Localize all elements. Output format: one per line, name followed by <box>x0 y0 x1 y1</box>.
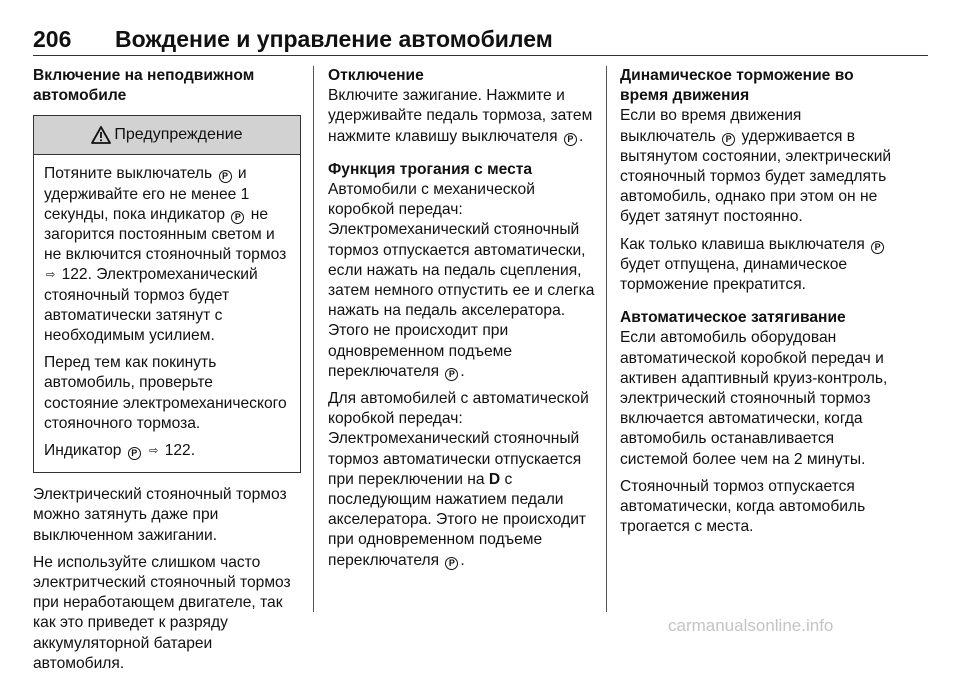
warning-triangle-icon <box>91 126 111 144</box>
warning-paragraph-3: Индикатор P ⇨ 122. <box>44 441 290 461</box>
paragraph: Включите зажигание. Нажмите и удерживайте педаль тормоза, затем нажмите клавишу выключателя P . <box>328 87 593 145</box>
section-heading-drive-away: Функция трогания с места <box>328 160 533 178</box>
warning-paragraph-2: Перед тем как покинуть автомобиль, проверьте состояние электромеханического стояночного тормоза. <box>44 354 287 432</box>
parking-brake-icon: P <box>445 557 458 570</box>
warning-title: Предупреждение <box>114 126 243 144</box>
parking-brake-icon: P <box>871 241 884 254</box>
page-reference-icon: ⇨ <box>46 269 56 282</box>
column-2 <box>328 66 596 578</box>
parking-brake-icon: P <box>722 133 735 146</box>
section-heading-auto-apply: Автоматическое затягивание <box>620 309 846 327</box>
column-3 <box>620 66 900 544</box>
paragraph: Если во время движения выключатель P удерживается в вытянутом состоянии, электрический стояночный тормоз будет замедлять автомобиль, однако при этом он не будет затянут постоянно. <box>620 107 892 226</box>
paragraph: Электрический стояночный тормоз можно затянуть даже при выключенном зажигании. <box>33 486 287 544</box>
section-heading-release: Отключение <box>328 67 424 84</box>
parking-brake-icon: P <box>231 211 244 224</box>
header-rule <box>33 55 928 56</box>
paragraph: Если автомобиль оборудован автоматической коробкой передач и активен адаптивный круиз-контроль, электрический стояночный тормоз включается автоматически, когда автомобиль останавливается системой более чем на 2 минуты. <box>620 329 888 468</box>
parking-brake-icon: P <box>128 447 141 460</box>
parking-brake-icon: P <box>445 368 458 381</box>
watermark: carmanualsonline.info <box>668 616 834 635</box>
parking-brake-icon: P <box>219 170 232 183</box>
column-1 <box>33 66 301 681</box>
column-divider-1 <box>313 66 314 612</box>
paragraph: Стояночный тормоз отпускается автоматически, когда автомобиль трогается с места. <box>620 477 866 536</box>
warning-body <box>34 155 300 472</box>
page-header <box>33 22 928 56</box>
warning-paragraph-1: Потяните выключатель P и удерживайте его не менее 1 секунды, пока индикатор P не загорится постоянным светом и не включится стояночный тормоз ⇨ 122. Электромеханический стояночный тормоз будет автоматически затянут с необходимым усилием. <box>44 165 287 345</box>
paragraph: Не используйте слишком часто электритческий стояночный тормоз при неработающем двигателе, так как это приведет к разряду аккумуляторной батареи автомобиля. <box>33 553 291 672</box>
column-divider-2 <box>606 66 607 612</box>
parking-brake-icon: P <box>564 133 577 146</box>
section-heading-activation: Включение на неподвижном автомобиле <box>33 67 255 105</box>
warning-header <box>34 116 300 155</box>
paragraph: Для автомобилей с автоматической коробкой передач: Электромеханический стояночный тормоз автоматически отпускается при переключении на D с последующим нажатием педали акселератора. Этого не происходит при одновременном подъеме переключателя P . <box>328 390 589 569</box>
gear-position-d: D <box>488 470 501 488</box>
paragraph: Как только клавиша выключателя P будет отпущена, динамическое торможение прекратится. <box>620 235 900 296</box>
section-heading-dynamic-braking: Динамическое торможение во время движения <box>620 67 854 105</box>
paragraph: Автомобили с механической коробкой передач: Электромеханический стояночный тормоз отпускается автоматически, если нажать на педаль сцепления, затем немного отпустить ее и слегка нажать на педаль акселератора. Этого не происходит при одновременном подъеме переключателя P . <box>328 181 595 380</box>
page-number: 206 <box>33 26 72 52</box>
page-reference-icon: ⇨ <box>149 445 159 458</box>
warning-box <box>33 115 301 473</box>
page-title: Вождение и управление автомобилем <box>115 26 553 52</box>
